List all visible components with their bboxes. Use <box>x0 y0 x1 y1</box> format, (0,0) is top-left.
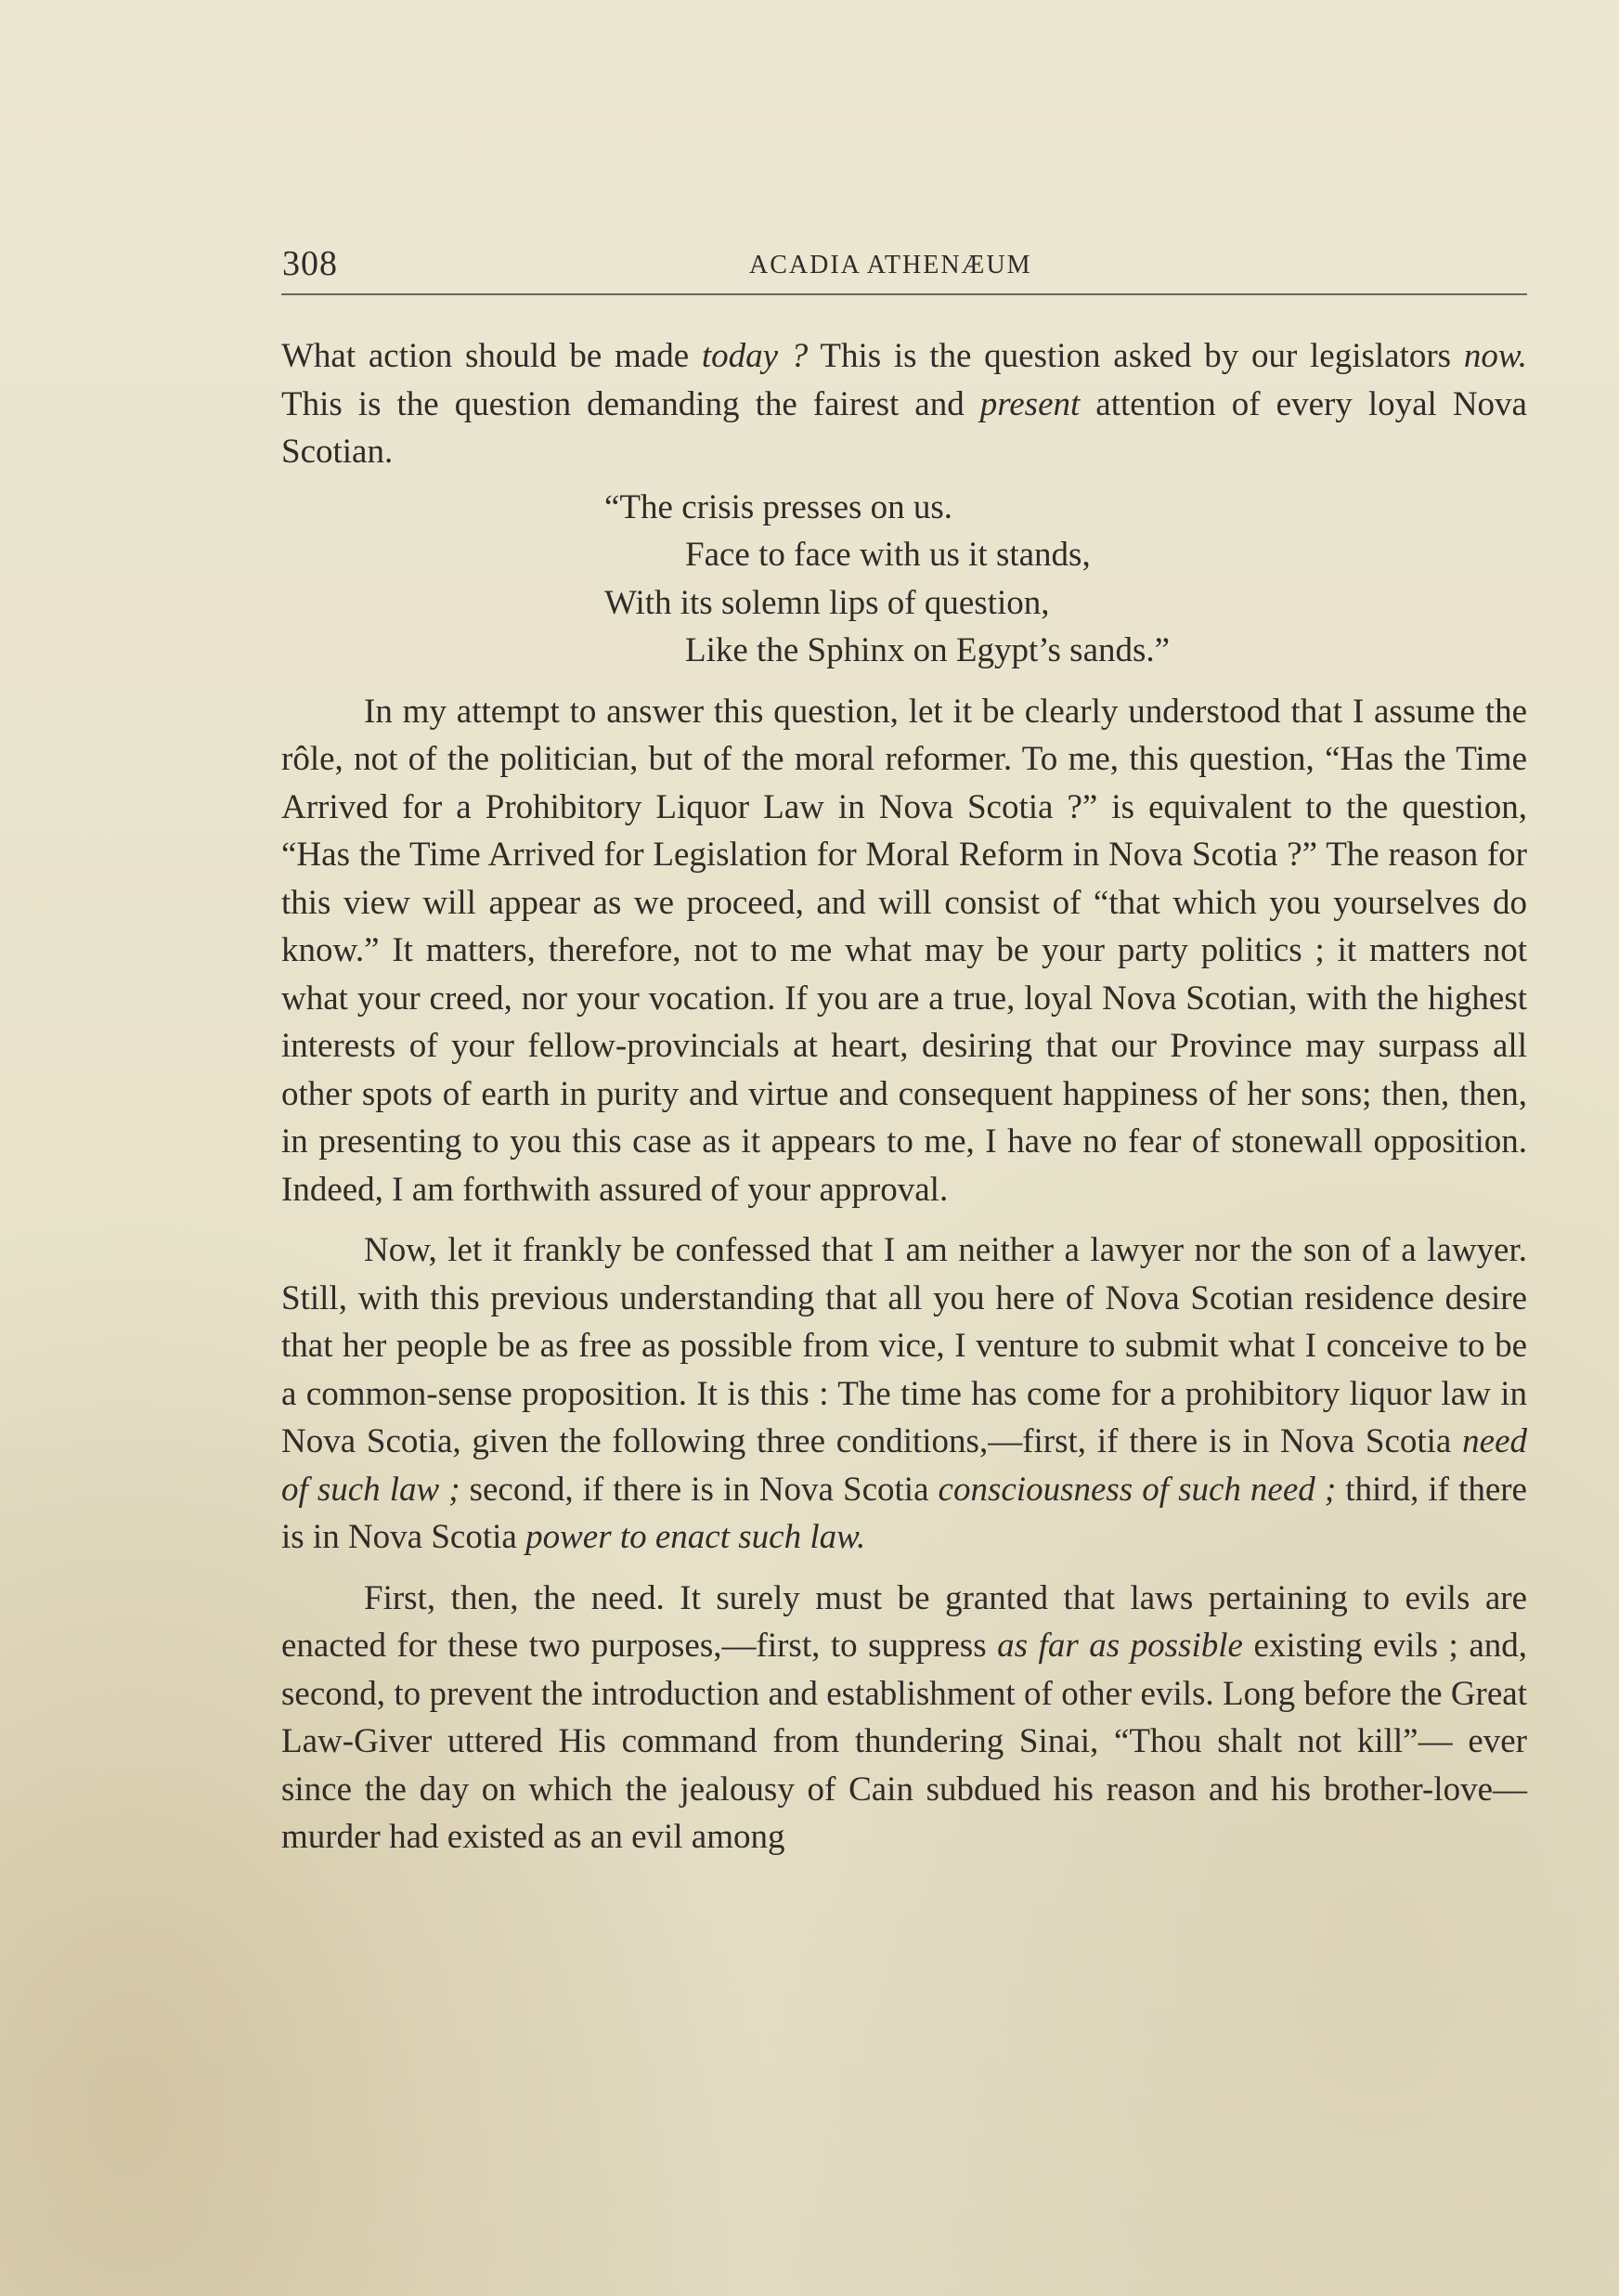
paragraph-1-text-3: This is the question demanding the fairest and <box>281 384 980 423</box>
paragraph-1-text-4: attention of every loyal Nova Scotian. <box>281 384 1527 471</box>
paragraph-4 <box>281 1575 1527 1861</box>
page-header <box>280 240 1530 295</box>
paragraph-1-text-2: This is the question asked by our legislators <box>808 337 1464 375</box>
poem-line: With its solemn lips of question, <box>604 583 1050 622</box>
running-head: ACADIA ATHENÆUM <box>749 251 1032 279</box>
poem-line: Face to face with us it stands, <box>685 536 1091 574</box>
paragraph-4-text-1: First, then, the need. It surely must be granted that laws pertaining to evils are enacted for these two purposes,—first, to suppress <box>281 1578 1527 1665</box>
header-rule <box>281 293 1527 295</box>
paragraph-3-italic-2: consciousness of such need ; <box>938 1470 1337 1509</box>
paragraph-4-text-2: existing evils ; and, second, to prevent the introduction and establishment of other evils. Long before the Great Law-Giver uttered His command from thundering Sinai, “Thou shalt not kill”— ever since the day on which the jealousy of Cain subdued his reason and his brother-love—murder had existed as an evil among <box>281 1627 1527 1856</box>
paragraph-1 <box>281 332 1527 476</box>
page-number: 308 <box>282 244 338 283</box>
paragraph-1-italic-2: now. <box>1463 337 1527 375</box>
paragraph-3-italic-3: power to enact such law. <box>525 1518 866 1556</box>
paragraph-3-text-2: second, if there is in Nova Scotia <box>460 1470 939 1509</box>
poem-quote <box>281 484 1527 675</box>
paragraph-1-italic-1: today ? <box>701 337 809 375</box>
paragraph-3-text-3: third, if there is in Nova Scotia <box>281 1470 1527 1556</box>
paragraph-3 <box>281 1226 1527 1562</box>
paragraph-2-text: In my attempt to answer this question, let it be clearly understood that I assume the rôle, not of the politician, but of the moral reformer. To me, this question, “Has the Time Arrived for a Prohibitory Liquor Law in Nova Scotia ?” is equivalent to the question, “Has the Time Arrived for Legislation for Moral Reform in Nova Scotia ?” The reason for this view will appear as we proceed, and will consist of “that which you yourselves do know.” It matters, therefore, not to me what may be your party politics ; it matters not what your creed, nor your vocation. If you are a true, loyal Nova Scotian, with the highest interests of your fellow-provincials at heart, desiring that our Province may surpass all other spots of earth in purity and virtue and consequent happiness of her sons; then, then, in presenting to you this case as it appears to me, I have no fear of stonewall opposition. Indeed, I am forthwith assured of your approval. <box>281 692 1527 1209</box>
paragraph-1-text-1: What action should be made <box>281 337 702 375</box>
body-text <box>281 332 1527 1861</box>
paragraph-4-italic-1: as far as possible <box>997 1627 1243 1665</box>
paragraph-3-text-1: Now, let it frankly be confessed that I am neither a lawyer nor the son of a lawyer. Still, with this previous understanding that all you here of Nova Scotian residence desire that her people be as free as possible from vice, I venture to submit what I conceive to be a common-sense proposition. It is this : The time has come for a prohibitory liquor law in Nova Scotia, given the following three conditions,—first, if there is in Nova Scotia <box>281 1231 1527 1460</box>
paragraph-1-italic-3: present <box>979 384 1081 423</box>
poem-line: Like the Sphinx on Egypt’s sands.” <box>685 631 1171 669</box>
paragraph-3-italic-1: need of such law ; <box>281 1422 1527 1509</box>
poem-line: “The crisis presses on us. <box>604 487 953 526</box>
paragraph-2 <box>281 688 1527 1214</box>
